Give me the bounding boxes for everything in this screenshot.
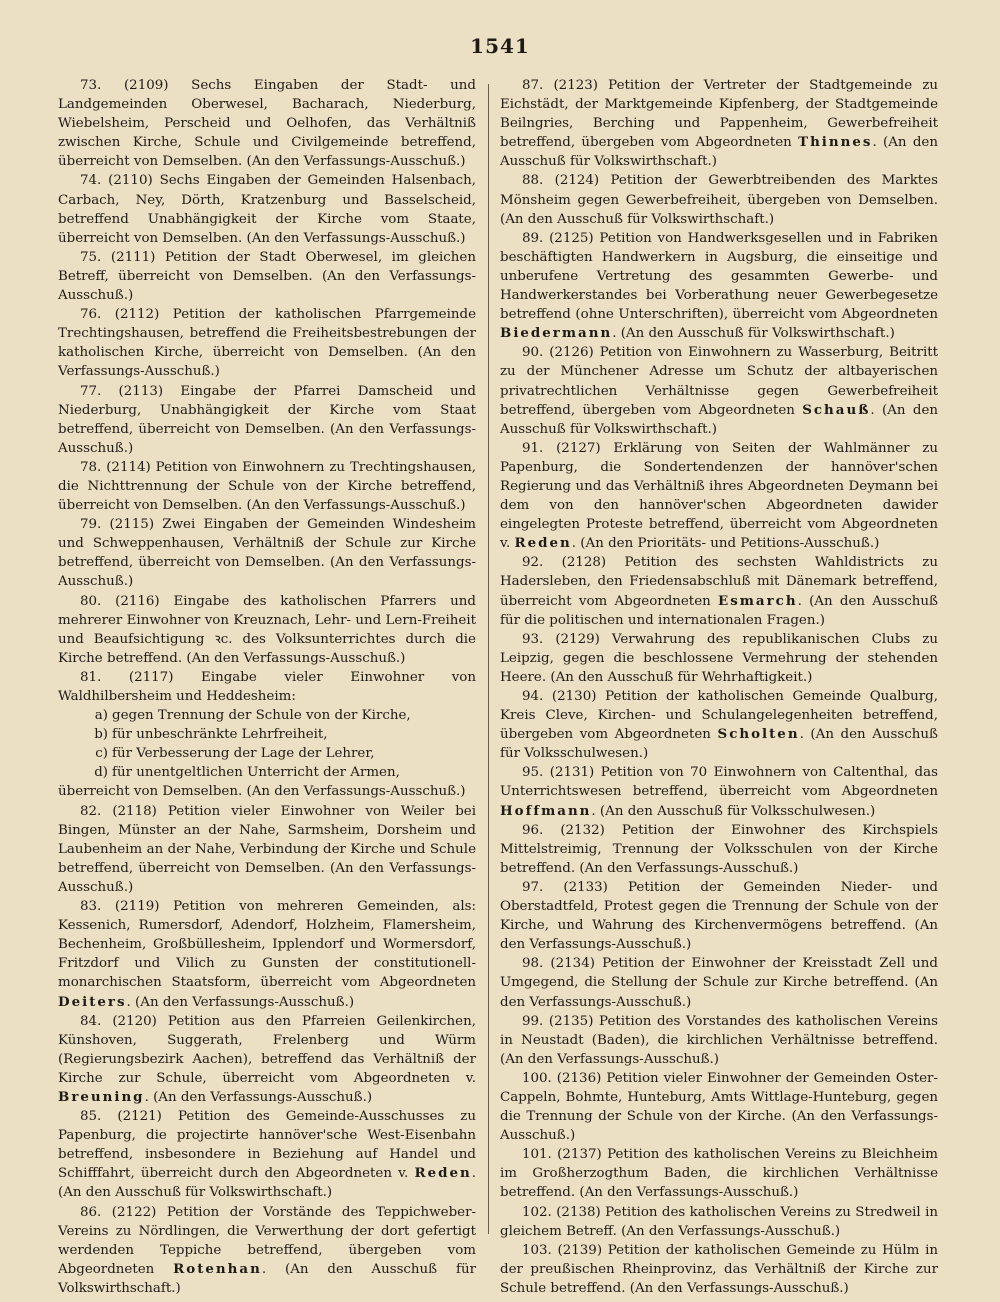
petition-entry bbox=[58, 515, 476, 591]
entry-number: 92. (2128) bbox=[522, 555, 607, 571]
petition-entry bbox=[500, 439, 938, 554]
entry-text: Petition der katholischen Gemeinde Qualburg, Kreis Cleve, Kirchen- und Schulangelegenheiten betreffend, übergeben vom Abgeordneten bbox=[500, 689, 938, 743]
petition-entry bbox=[58, 802, 476, 897]
petition-entry bbox=[500, 630, 938, 687]
sub-item-letter: d) bbox=[94, 765, 108, 781]
petition-entry bbox=[500, 821, 938, 878]
deputy-name: Scholten bbox=[717, 726, 800, 743]
entry-text: Petition des sechsten Wahldistricts zu Hadersleben, den Friedensabschluß mit Dänemark betreffend, überreicht vom Abgeordneten bbox=[500, 555, 938, 609]
petition-entry bbox=[500, 954, 938, 1011]
entry-number: 79. (2115) bbox=[80, 517, 155, 533]
entry-text: Erklärung von Seiten der Wahlmänner zu Papenburg, die Sondertendenzen der hannöver'schen Regierung und das Verhältniß ihres Abgeordneten Deymann bei dem von den hannöver'schen Abgeordneten dawider eingelegten Proteste betreffend, überreicht vom Abgeordneten v. bbox=[500, 440, 938, 552]
petition-entry bbox=[500, 1203, 938, 1241]
deputy-name: Deiters bbox=[58, 993, 127, 1010]
entry-text: Petition der Vorstände des Teppichweber-Vereins zu Nördlingen, die Verwerthung der dort gefertigt werdenden Teppiche betreffend, übergeben vom Abgeordneten bbox=[58, 1204, 476, 1277]
right-column bbox=[500, 76, 938, 1298]
entry-text: Zwei Eingaben der Gemeinden Windesheim und Schweppenhausen, Verhältniß der Schule zur Kirche betreffend, überreicht von Demselben. (An den Verfassungs-Ausschuß.) bbox=[58, 517, 476, 590]
petition-entry bbox=[58, 1107, 476, 1202]
entry-text: Petition von Handwerksgesellen und in Fabriken beschäftigten Handwerkern in Augsburg, die einseitige und unberufene Vertretung des gesammten Gewerbe- und Handwerkerstandes bei Vorberathung neuer Gewerbegesetze betreffend (ohne Unterschriften), überreicht vom Abgeordneten bbox=[500, 230, 938, 323]
deputy-name: Biedermann bbox=[500, 325, 613, 342]
entry-text: Petition vieler Einwohner von Weiler bei Bingen, Münster an der Nahe, Sarmsheim, Dorsheim und Laubenheim an der Nahe, Verbindung der Kirche und Schule betreffend, überreicht von Demselben. (An den Verfassungs-Ausschuß.) bbox=[58, 803, 476, 895]
sub-item bbox=[58, 763, 476, 782]
sub-item-letter: b) bbox=[94, 727, 108, 743]
sub-item-text: für unbeschränkte Lehrfreiheit, bbox=[112, 727, 328, 743]
entry-text: Petition der Gewerbtreibenden des Marktes Mönsheim gegen Gewerbefreiheit, übergeben von Demselben. (An den Ausschuß für Volkswirthschaft.) bbox=[500, 173, 938, 227]
deputy-name: Schauß bbox=[802, 401, 871, 418]
petition-entry bbox=[500, 343, 938, 438]
petition-entry bbox=[58, 668, 476, 706]
petition-entry bbox=[500, 763, 938, 820]
entry-number: 93. (2129) bbox=[522, 631, 600, 647]
entry-number: 101. (2137) bbox=[522, 1147, 602, 1163]
deputy-name: Reden bbox=[414, 1165, 472, 1182]
entry-number: 76. (2112) bbox=[80, 307, 160, 323]
entry-text: Eingabe der Pfarrei Damscheid und Niederburg, Unabhängigkeit der Kirche vom Staat betreffend, überreicht von Demselben. (An den Verfassungs-Ausschuß.) bbox=[58, 383, 476, 456]
entry-committee: . (An den Ausschuß für Volksschulwesen.) bbox=[591, 803, 876, 819]
petition-entry bbox=[500, 171, 938, 228]
petition-entry bbox=[500, 229, 938, 344]
entry-text: Petition von Einwohnern zu Trechtingshausen, die Nichttrennung der Schule von der Kirche betreffend, überreicht von Demselben. (An den Verfassungs-Ausschuß.) bbox=[58, 459, 476, 514]
entry-text: Sechs Eingaben der Stadt- und Landgemeinden Oberwesel, Bacharach, Niederburg, Wiebelsheim, Perscheid und Oelhofen, das Verhältniß zwischen Kirche, Schule und Civilgemeinde betreffend, überreicht von Demselben. (An den Verfassungs-Ausschuß.) bbox=[58, 78, 476, 170]
sub-item-letter: c) bbox=[95, 746, 108, 762]
entry-number: 94. (2130) bbox=[522, 689, 597, 704]
entry-text: Petition der Einwohner des Kirchspiels Mittelstreimig, Trennung der Volksschulen von der Kirche betreffend. (An den Verfassungs-Ausschuß.) bbox=[500, 822, 938, 876]
entry-committee: . (An den Ausschuß für Volkswirthschaft.) bbox=[612, 326, 895, 342]
entry-number: 91. (2127) bbox=[522, 440, 601, 456]
entry-committee: . (An den Prioritäts- und Petitions-Ausschuß.) bbox=[571, 536, 880, 552]
entry-number: 74. (2110) bbox=[80, 173, 153, 189]
sub-item-text: gegen Trennung der Schule von der Kirche, bbox=[112, 708, 411, 724]
entry-number: 75. (2111) bbox=[80, 249, 156, 265]
petition-entry bbox=[58, 1012, 476, 1107]
entry-text: Eingabe des katholischen Pfarrers und mehrerer Einwohner von Kreuznach, Lehr- und Lern-Freiheit und Beaufsichtigung ꝛc. des Volksunterrichtes durch die Kirche betreffend. (An den Verfassungs-Ausschuß.) bbox=[58, 593, 476, 666]
petition-entry bbox=[58, 458, 476, 515]
petition-entry bbox=[58, 248, 476, 305]
entry-number: 87. (2123) bbox=[522, 78, 598, 93]
entry-number: 73. (2109) bbox=[80, 78, 169, 93]
entry-number: 100. (2136) bbox=[522, 1070, 602, 1086]
entry-text: Petition der Gemeinden Nieder- und Oberstadtfeld, Protest gegen die Trennung der Schule von der Kirche, und Wahrung des Kirchenvermögens betreffend. (An den Verfassungs-Ausschuß.) bbox=[500, 879, 938, 953]
petition-entry bbox=[500, 553, 938, 629]
entry-number: 84. (2120) bbox=[80, 1013, 157, 1029]
petition-entry bbox=[500, 1069, 938, 1145]
entry-text: Sechs Eingaben der Gemeinden Halsenbach, Carbach, Ney, Dörth, Kratzenburg und Basselscheid, betreffend Unabhängigkeit der Kirche vom Staate, überreicht von Demselben. (An den Verfassungs-Ausschuß.) bbox=[58, 173, 476, 246]
entry-committee: . (An den Verfassungs-Ausschuß.) bbox=[126, 994, 355, 1010]
petition-entry bbox=[58, 592, 476, 668]
entry-number: 88. (2124) bbox=[522, 173, 600, 189]
entry-text: Verwahrung des republikanischen Clubs zu Leipzig, gegen die beschlossene Vermehrung der stehenden Heere. (An den Ausschuß für Wehrhaftigkeit.) bbox=[500, 631, 938, 685]
page-number: 1541 bbox=[470, 34, 530, 58]
entry-tail-text: überreicht von Demselben. (An den Verfassungs-Ausschuß.) bbox=[58, 784, 466, 800]
deputy-name: Hoffmann bbox=[500, 802, 592, 819]
sub-item-letter: a) bbox=[94, 708, 108, 724]
entry-text: Petition von mehreren Gemeinden, als: Kessenich, Rumersdorf, Adendorf, Holzheim, Flamersheim, Bechenheim, Großbüllesheim, Ipplendorf und Wormersdorf, Fritzdorf und Vilich zu Gunsten der constitutionell-monarchischen Staatsform, überreicht vom Abgeordneten bbox=[58, 899, 476, 991]
deputy-name: Rotenhan bbox=[173, 1260, 262, 1277]
left-column bbox=[58, 76, 476, 1298]
deputy-name: Thinnes bbox=[798, 134, 873, 151]
entry-number: 98. (2134) bbox=[522, 956, 595, 972]
entry-text: Petition des Gemeinde-Ausschusses zu Papenburg, die projectirte hannöver'sche West-Eisenbahn betreffend, insbesondere in Beziehung auf Handel und Schifffahrt, überreicht durch den Abgeordneten v. bbox=[58, 1109, 476, 1182]
entry-committee: . (An den Ausschuß für Volkswirthschaft.) bbox=[500, 135, 938, 170]
petition-entry bbox=[58, 305, 476, 381]
entry-text: Petition des katholischen Vereins zu Bleichheim im Großherzogthum Baden, die kirchlichen Verhältnisse betreffend. (An den Verfassungs-Ausschuß.) bbox=[500, 1147, 938, 1201]
entry-text: Eingabe vieler Einwohner von Waldhilbersheim und Heddesheim: bbox=[58, 669, 476, 704]
petition-entry bbox=[58, 382, 476, 458]
entry-committee: . (An den Verfassungs-Ausschuß.) bbox=[144, 1089, 373, 1105]
entry-number: 82. (2118) bbox=[80, 803, 157, 819]
petition-entry bbox=[500, 1145, 938, 1202]
entry-number: 102. (2138) bbox=[522, 1204, 601, 1220]
entry-number: 96. (2132) bbox=[522, 822, 605, 838]
entry-committee: . (An den Ausschuß für Volkswirthschaft.) bbox=[58, 1166, 476, 1201]
entry-number: 80. (2116) bbox=[80, 593, 160, 609]
deputy-name: Esmarch bbox=[718, 592, 798, 609]
petition-entry bbox=[58, 1203, 476, 1298]
entry-tail bbox=[58, 782, 476, 801]
petition-entry bbox=[58, 897, 476, 1012]
entry-number: 97. (2133) bbox=[522, 879, 608, 895]
petition-entry bbox=[58, 76, 476, 171]
entry-committee: . (An den Ausschuß für Volkswirthschaft.) bbox=[500, 402, 938, 437]
entry-number: 99. (2135) bbox=[522, 1013, 594, 1029]
entry-number: 95. (2131) bbox=[522, 765, 595, 781]
entry-committee: . (An den Ausschuß für Volkswirthschaft.) bbox=[58, 1261, 476, 1296]
entry-text: Petition der katholischen Pfarrgemeinde Trechtingshausen, betreffend die Freiheitsbestrebungen der katholischen Kirche, überreicht von Demselben. (An den Verfassungs-Ausschuß.) bbox=[58, 307, 476, 380]
entry-text: Petition der Vertreter der Stadtgemeinde zu Eichstädt, der Marktgemeinde Kipfenberg, der Stadtgemeinde Beilngries, Berching und Pappenheim, Gewerbefreiheit betreffend, übergeben vom Abgeordneten bbox=[500, 78, 938, 151]
entry-text: Petition der Einwohner der Kreisstadt Zell und Umgegend, die Stellung der Schule zur Kirche betreffend. (An den Verfassungs-Ausschuß.) bbox=[500, 956, 938, 1010]
petition-entry bbox=[500, 1012, 938, 1069]
entry-text: Petition der Stadt Oberwesel, im gleichen Betreff, überreicht von Demselben. (An den Verfassungs-Ausschuß.) bbox=[58, 249, 476, 304]
entry-number: 89. (2125) bbox=[522, 230, 594, 246]
deputy-name: Reden bbox=[514, 535, 572, 552]
sub-item bbox=[58, 744, 476, 763]
entry-committee: . (An den Ausschuß für die politischen und internationalen Fragen.) bbox=[500, 593, 938, 628]
petition-entry bbox=[500, 687, 938, 763]
entry-text: Petition von Einwohnern zu Wasserburg, Beitritt zu der Münchener Adresse um Schutz der altbayerischen privatrechtlichen Verhältnisse gegen Gewerbefreiheit betreffend, übergeben vom Abgeordneten bbox=[500, 345, 938, 418]
sub-item-text: für Verbesserung der Lage der Lehrer, bbox=[112, 746, 375, 762]
column-divider bbox=[488, 84, 489, 1234]
entry-number: 103. (2139) bbox=[522, 1242, 603, 1258]
entry-text: Petition von 70 Einwohnern von Caltenthal, das Unterrichtswesen betreffend, überreicht vom Abgeordneten bbox=[500, 765, 938, 800]
entry-committee: . (An den Ausschuß für Volksschulwesen.) bbox=[500, 727, 938, 762]
entry-number: 77. (2113) bbox=[80, 383, 164, 399]
entry-text: Petition des katholischen Vereins zu Stredweil in gleichem Betreff. (An den Verfassungs-Ausschuß.) bbox=[500, 1204, 938, 1239]
petition-entry bbox=[58, 171, 476, 247]
entry-text: Petition der katholischen Gemeinde zu Hülm in der preußischen Rheinprovinz, das Verhältniß der Kirche zur Schule betreffend. (An den Verfassungs-Ausschuß.) bbox=[500, 1242, 938, 1296]
entry-number: 86. (2122) bbox=[80, 1204, 157, 1220]
entry-number: 85. (2121) bbox=[80, 1109, 162, 1125]
petition-entry bbox=[500, 1241, 938, 1298]
entry-number: 81. (2117) bbox=[80, 669, 174, 685]
sub-item-text: für unentgeltlichen Unterricht der Armen, bbox=[112, 765, 400, 781]
entry-text: Petition des Vorstandes des katholischen Vereins in Neustadt (Baden), die kirchlichen Verhältnisse betreffend. (An den Verfassungs-Ausschuß.) bbox=[500, 1013, 938, 1067]
sub-item bbox=[58, 706, 476, 725]
deputy-name: Breuning bbox=[58, 1088, 145, 1105]
entry-number: 83. (2119) bbox=[80, 899, 160, 915]
entry-text: Petition aus den Pfarreien Geilenkirchen, Künshoven, Suggerath, Frelenberg und Würm (Regierungsbezirk Aachen), betreffend das Verhältniß der Kirche zur Schule, überreicht vom Abgeordneten v. bbox=[58, 1013, 476, 1086]
sub-item bbox=[58, 725, 476, 744]
entry-number: 90. (2126) bbox=[522, 345, 594, 361]
entry-text: Petition vieler Einwohner der Gemeinden Oster-Cappeln, Bohmte, Hunteburg, Amts Wittlage-Hunteburg, gegen die Trennung der Schule von der Kirche. (An den Verfassungs-Ausschuß.) bbox=[500, 1070, 938, 1144]
entry-number: 78. (2114) bbox=[80, 459, 151, 475]
petition-entry bbox=[500, 878, 938, 954]
petition-entry bbox=[500, 76, 938, 171]
